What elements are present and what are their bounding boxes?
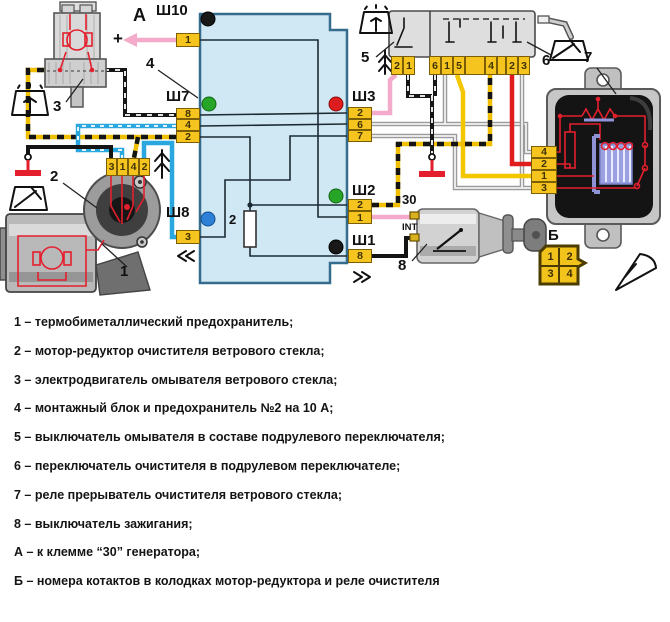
pin-washer-switch-1: 1 — [403, 56, 415, 75]
pin-motor-1: 1 — [117, 158, 128, 176]
pin-relay-1: 1 — [531, 170, 557, 182]
terminal-30-label: 30 — [402, 192, 417, 207]
pin-wiper-switch-4: 4 — [485, 56, 497, 75]
pin-sh2-1: 1 — [348, 211, 372, 224]
connector-sh7-label: Ш7 — [166, 88, 190, 105]
sh3-dot — [329, 97, 343, 111]
pin-motor-3: 3 — [106, 158, 117, 176]
pin-sh3-7: 7 — [348, 130, 372, 142]
legend-item-3: 3 – электродвигатель омывателя ветрового стекла; — [14, 373, 338, 387]
pin-washer-switch-2: 2 — [391, 56, 403, 75]
label-a: А — [133, 5, 146, 25]
switch-pin-blank-2 — [497, 56, 506, 75]
connector-sh10-label: Ш10 — [156, 2, 188, 19]
pin-wiper-switch-2: 2 — [506, 56, 518, 75]
b-connector-cell-2: 2 — [566, 251, 573, 263]
washer-windshield-icon — [12, 81, 48, 115]
pin-sh7-8: 8 — [176, 108, 200, 119]
wiper-motor — [0, 172, 160, 295]
ground-symbol-right — [419, 154, 445, 174]
sh7-dot — [202, 97, 216, 111]
sh1-dot — [329, 240, 343, 254]
plus-sign: + — [113, 29, 123, 48]
pin-wiper-switch-3: 3 — [518, 56, 530, 75]
callout-6: 6 — [542, 52, 551, 69]
connector-sh3-label: Ш3 — [352, 88, 376, 105]
pin-relay-4: 4 — [531, 146, 557, 158]
b-connector-cell-4: 4 — [566, 268, 573, 280]
pin-motor-2: 2 — [139, 158, 150, 176]
arrow-to-generator — [123, 33, 137, 47]
legend-item-8: 8 – выключатель зажигания; — [14, 517, 193, 531]
pin-sh1-8: 8 — [348, 249, 372, 263]
legend-item-2: 2 – мотор-редуктор очистителя ветрового стекла; — [14, 344, 325, 358]
washer-pump — [45, 2, 106, 107]
pin-wiper-switch-5: 5 — [453, 56, 465, 75]
pin-sh7-2: 2 — [176, 131, 200, 143]
washer-windshield-icon-2 — [360, 3, 392, 33]
pin-sh7-4: 4 — [176, 119, 200, 131]
legend-item-4: 4 – монтажный блок и предохранитель №2 на 10 А; — [14, 401, 334, 415]
legend-item-5: 5 – выключатель омывателя в составе подрулевого переключателя; — [14, 430, 445, 444]
connector-sh1-label: Ш1 — [352, 232, 376, 249]
pin-wiper-switch-6: 6 — [429, 56, 441, 75]
column-switch-block — [389, 11, 535, 57]
pin-relay-2: 2 — [531, 158, 557, 170]
wiper-sector-icon — [616, 254, 656, 290]
legend-item-7: 7 – реле прерыватель очистителя ветрового стекла; — [14, 488, 343, 502]
label-b: Б — [548, 227, 559, 244]
mounting-block — [200, 12, 347, 283]
pin-sh3-6: 6 — [348, 119, 372, 130]
fuse-2-symbol — [244, 211, 256, 247]
sh2-dot — [329, 189, 343, 203]
pin-sh3-2: 2 — [348, 107, 372, 119]
pin-wiper-switch-1: 1 — [441, 56, 453, 75]
wiper-windshield-icon-left — [10, 187, 47, 210]
ground-symbol-left — [15, 154, 41, 173]
sh8-dot — [201, 212, 215, 226]
sh10-dot — [201, 12, 215, 26]
wiper-relay — [547, 68, 660, 248]
callout-2: 2 — [50, 168, 59, 185]
terminal-int-label: INT — [402, 222, 418, 233]
legend-item-1: 1 – термобиметаллический предохранитель; — [14, 315, 294, 329]
callout-5: 5 — [361, 49, 370, 66]
b-connector-cell-1: 1 — [547, 251, 554, 263]
switch-pin-blank — [465, 56, 485, 75]
terminal-30-stud — [410, 212, 419, 219]
callout-4: 4 — [146, 55, 155, 72]
legend-item-a: А – к клемме “30” генератора; — [14, 545, 201, 559]
connector-sh2-label: Ш2 — [352, 182, 376, 199]
wiper-windshield-icon-right — [550, 40, 588, 60]
b-connector-cell-3: 3 — [547, 268, 554, 280]
wiper-arm-lever-icon — [538, 16, 571, 37]
terminal-int-stud — [410, 234, 419, 241]
ignition-switch — [410, 209, 546, 263]
callout-8: 8 — [398, 257, 407, 274]
pin-sh10-1: 1 — [176, 33, 200, 47]
pin-relay-3: 3 — [531, 182, 557, 194]
legend-item-b: Б – номера котактов в колодках мотор-редуктора и реле очистителя — [14, 574, 440, 588]
legend-item-6: 6 – переключатель очистителя в подрулевом переключателе; — [14, 459, 401, 473]
fuse-2-label: 2 — [229, 212, 237, 227]
pin-sh8-3: 3 — [176, 230, 200, 244]
callout-7: 7 — [584, 49, 593, 66]
pin-sh2-2: 2 — [348, 199, 372, 211]
connector-sh8-label: Ш8 — [166, 204, 190, 221]
callout-3: 3 — [53, 98, 62, 115]
callout-1: 1 — [120, 263, 129, 280]
pin-motor-4: 4 — [128, 158, 139, 176]
